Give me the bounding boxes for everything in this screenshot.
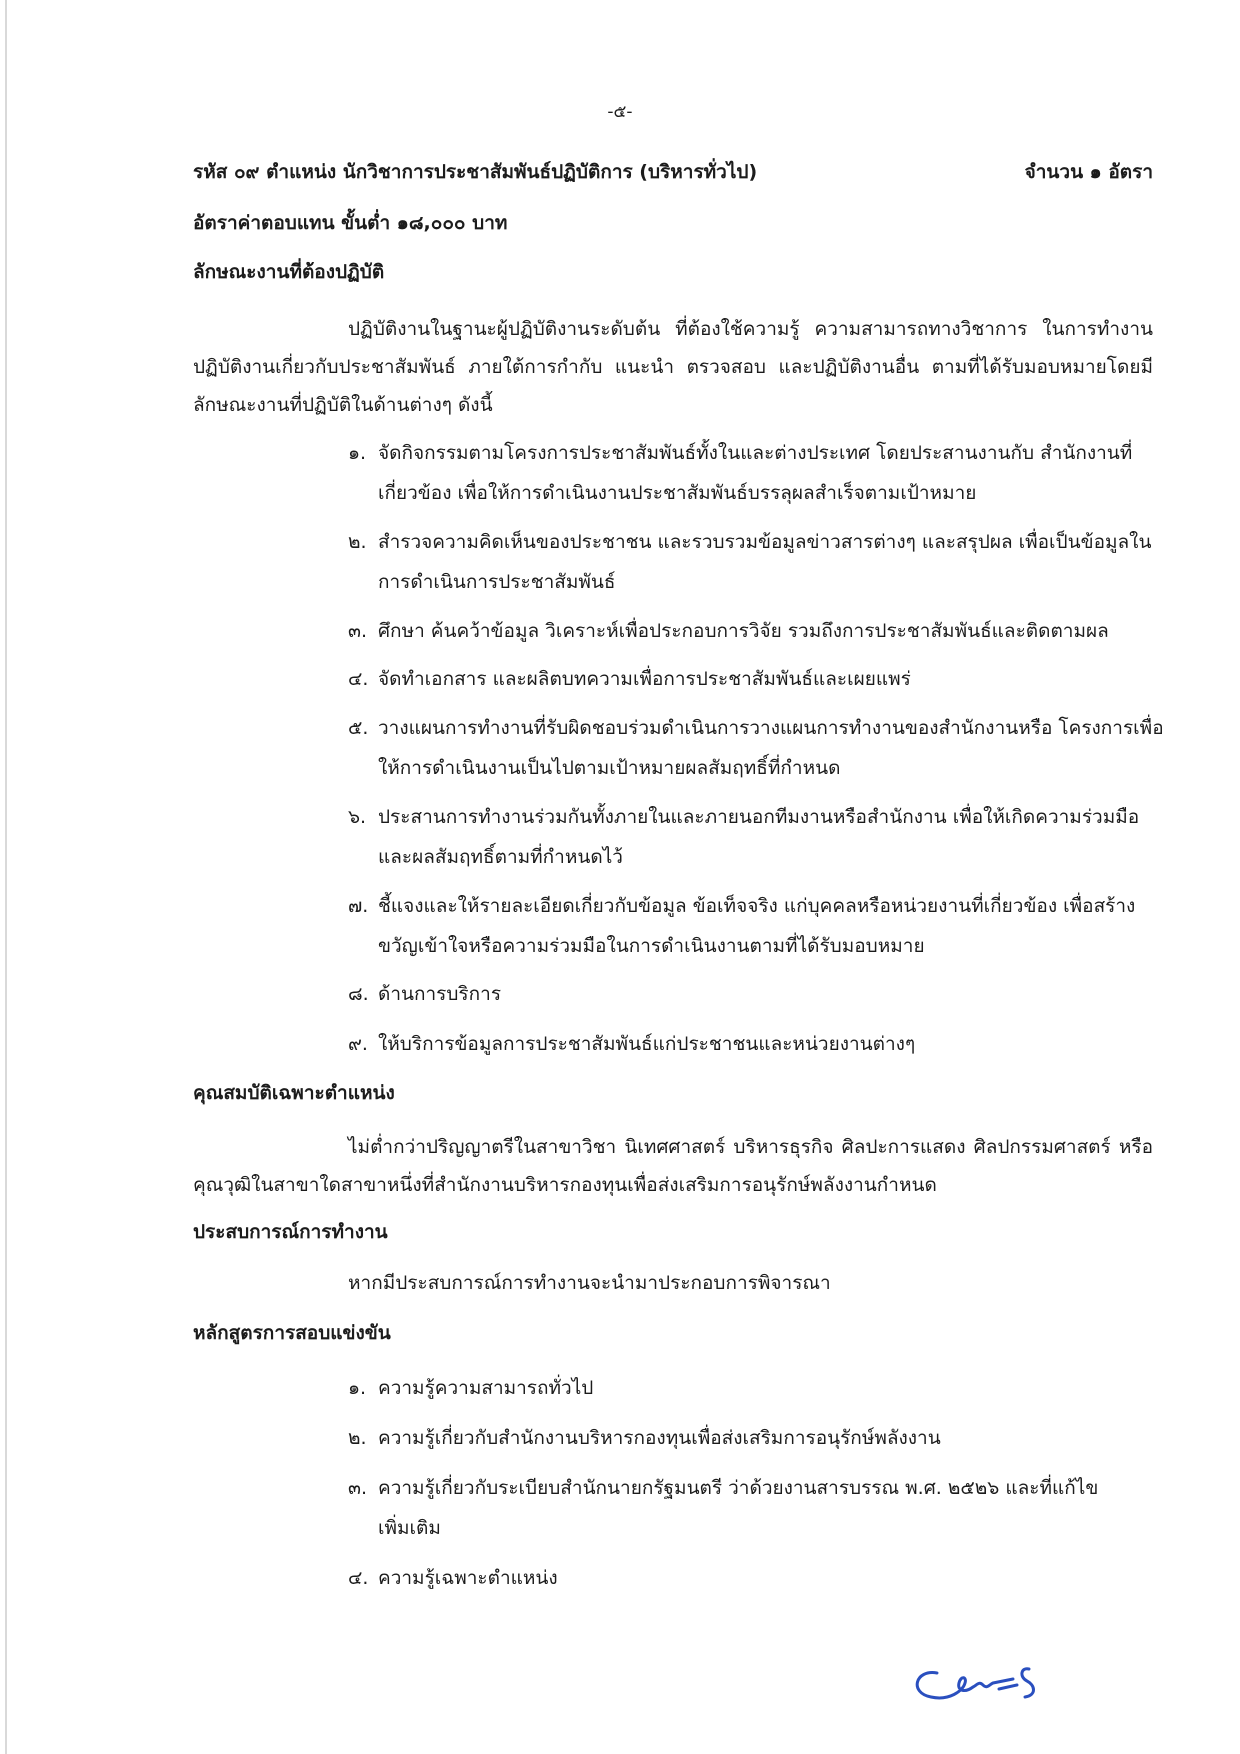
duty-item [348, 611, 1168, 651]
duty-number: ๖. [348, 806, 367, 828]
duty-item [348, 974, 1168, 1014]
exam-number: ๓. [348, 1477, 368, 1499]
position-quota: จำนวน ๑ อัตรา [1024, 161, 1153, 183]
duty-number: ๑. [348, 442, 367, 464]
exam-text: ความรู้ความสามารถทั่วไป [378, 1377, 594, 1399]
exam-text: ความรู้เกี่ยวกับระเบียบสำนักนายกรัฐมนตรี ว่าด้วยงานสารบรรณ พ.ศ. ๒๕๒๖ และที่แก้ไขเพิ่มเติม [378, 1477, 1099, 1539]
exam-item [348, 1368, 1168, 1408]
experience-text: หากมีประสบการณ์การทำงานจะนำมาประกอบการพิจารณา [348, 1272, 831, 1294]
exam-item [348, 1468, 1108, 1548]
duty-item [348, 797, 1168, 877]
duty-item [348, 659, 1168, 699]
page-number: -๕- [607, 102, 633, 122]
duty-number: ๓. [348, 620, 368, 642]
duty-text: ศึกษา ค้นคว้าข้อมูล วิเคราะห์เพื่อประกอบการวิจัย รวมถึงการประชาสัมพันธ์และติดตามผล [378, 620, 1109, 642]
exam-number: ๑. [348, 1377, 367, 1399]
duty-number: ๔. [348, 668, 369, 690]
duty-text: ชี้แจงและให้รายละเอียดเกี่ยวกับข้อมูล ข้อเท็จจริง แก่บุคคลหรือหน่วยงานที่เกี่ยวข้อง เพื่อสร้างขวัญเข้าใจหรือความร่วมมือในการดำเนินงานตามที่ได้รับมอบหมาย [378, 895, 1136, 957]
duty-item [348, 886, 1168, 966]
exam-item [348, 1558, 1168, 1598]
exam-text: ความรู้เกี่ยวกับสำนักงานบริหารกองทุนเพื่อส่งเสริมการอนุรักษ์พลังงาน [378, 1427, 941, 1449]
position-header [193, 157, 1153, 187]
duty-number: ๒. [348, 531, 367, 553]
position-title: รหัส ๐๙ ตำแหน่ง นักวิชาการประชาสัมพันธ์ปฏิบัติการ (บริหารทั่วไป) [193, 161, 758, 183]
exam-text: ความรู้เฉพาะตำแหน่ง [378, 1567, 558, 1589]
duty-text: ให้บริการข้อมูลการประชาสัมพันธ์แก่ประชาชนและหน่วยงานต่างๆ [378, 1033, 916, 1055]
exam-heading: หลักสูตรการสอบแข่งขัน [193, 1322, 391, 1344]
exam-number: ๒. [348, 1427, 367, 1449]
duty-item [348, 433, 1168, 513]
exam-item [348, 1418, 1168, 1458]
experience-heading: ประสบการณ์การทำงาน [193, 1221, 388, 1243]
qualifications-text: ไม่ต่ำกว่าปริญญาตรีในสาขาวิชา นิเทศศาสตร์ บริหารธุรกิจ ศิลปะการแสดง ศิลปกรรมศาสตร์ หรือคุณวุฒิในสาขาใดสาขาหนึ่งที่สำนักงานบริหารกองทุนเพื่อส่งเสริมการอนุรักษ์พลังงานกำหนด [193, 1136, 1153, 1196]
salary-line: อัตราค่าตอบแทน ขั้นต่ำ ๑๘,๐๐๐ บาท [193, 212, 508, 234]
duty-item [348, 522, 1168, 602]
duty-text: วางแผนการทำงานที่รับผิดชอบร่วมดำเนินการวางแผนการทำงานของสำนักงานหรือ โครงการเพื่อให้การดำเนินงานเป็นไปตามเป้าหมายผลสัมฤทธิ์ที่กำหนด [378, 717, 1164, 779]
duty-text: ด้านการบริการ [378, 983, 502, 1005]
exam-number: ๔. [348, 1567, 369, 1589]
duty-text: จัดทำเอกสาร และผลิตบทความเพื่อการประชาสัมพันธ์และเผยแพร่ [378, 668, 911, 690]
duty-text: ประสานการทำงานร่วมกันทั้งภายในและภายนอกทีมงานหรือสำนักงาน เพื่อให้เกิดความร่วมมือ และผลสัมฤทธิ์ตามที่กำหนดไว้ [378, 806, 1140, 868]
duty-number: ๙. [348, 1033, 368, 1055]
qualifications-heading: คุณสมบัติเฉพาะตำแหน่ง [193, 1082, 395, 1104]
duties-heading: ลักษณะงานที่ต้องปฏิบัติ [193, 261, 385, 283]
duty-item [348, 708, 1168, 788]
handwritten-signature [905, 1655, 1065, 1715]
duty-item [348, 1024, 1168, 1064]
duty-text: จัดกิจกรรมตามโครงการประชาสัมพันธ์ทั้งในและต่างประเทศ โดยประสานงานกับ สำนักงานที่เกี่ยวข้อง เพื่อให้การดำเนินงานประชาสัมพันธ์บรรลุผลสำเร็จตามเป้าหมาย [378, 442, 1133, 504]
duty-text: สำรวจความคิดเห็นของประชาชน และรวบรวมข้อมูลข่าวสารต่างๆ และสรุปผล เพื่อเป็นข้อมูลในการดำเนินการประชาสัมพันธ์ [378, 531, 1152, 593]
duties-intro: ปฏิบัติงานในฐานะผู้ปฏิบัติงานระดับต้น ที่ต้องใช้ความรู้ ความสามารถทางวิชาการ ในการทำงานปฏิบัติงานเกี่ยวกับประชาสัมพันธ์ ภายใต้การกำกับ แนะนำ ตรวจสอบ และปฏิบัติงานอื่น ตามที่ได้รับมอบหมายโดยมีลักษณะงานที่ปฏิบัติในด้านต่างๆ ดังนี้ [193, 318, 1153, 416]
duty-number: ๕. [348, 717, 369, 739]
duty-number: ๘. [348, 983, 369, 1005]
duty-number: ๗. [348, 895, 369, 917]
